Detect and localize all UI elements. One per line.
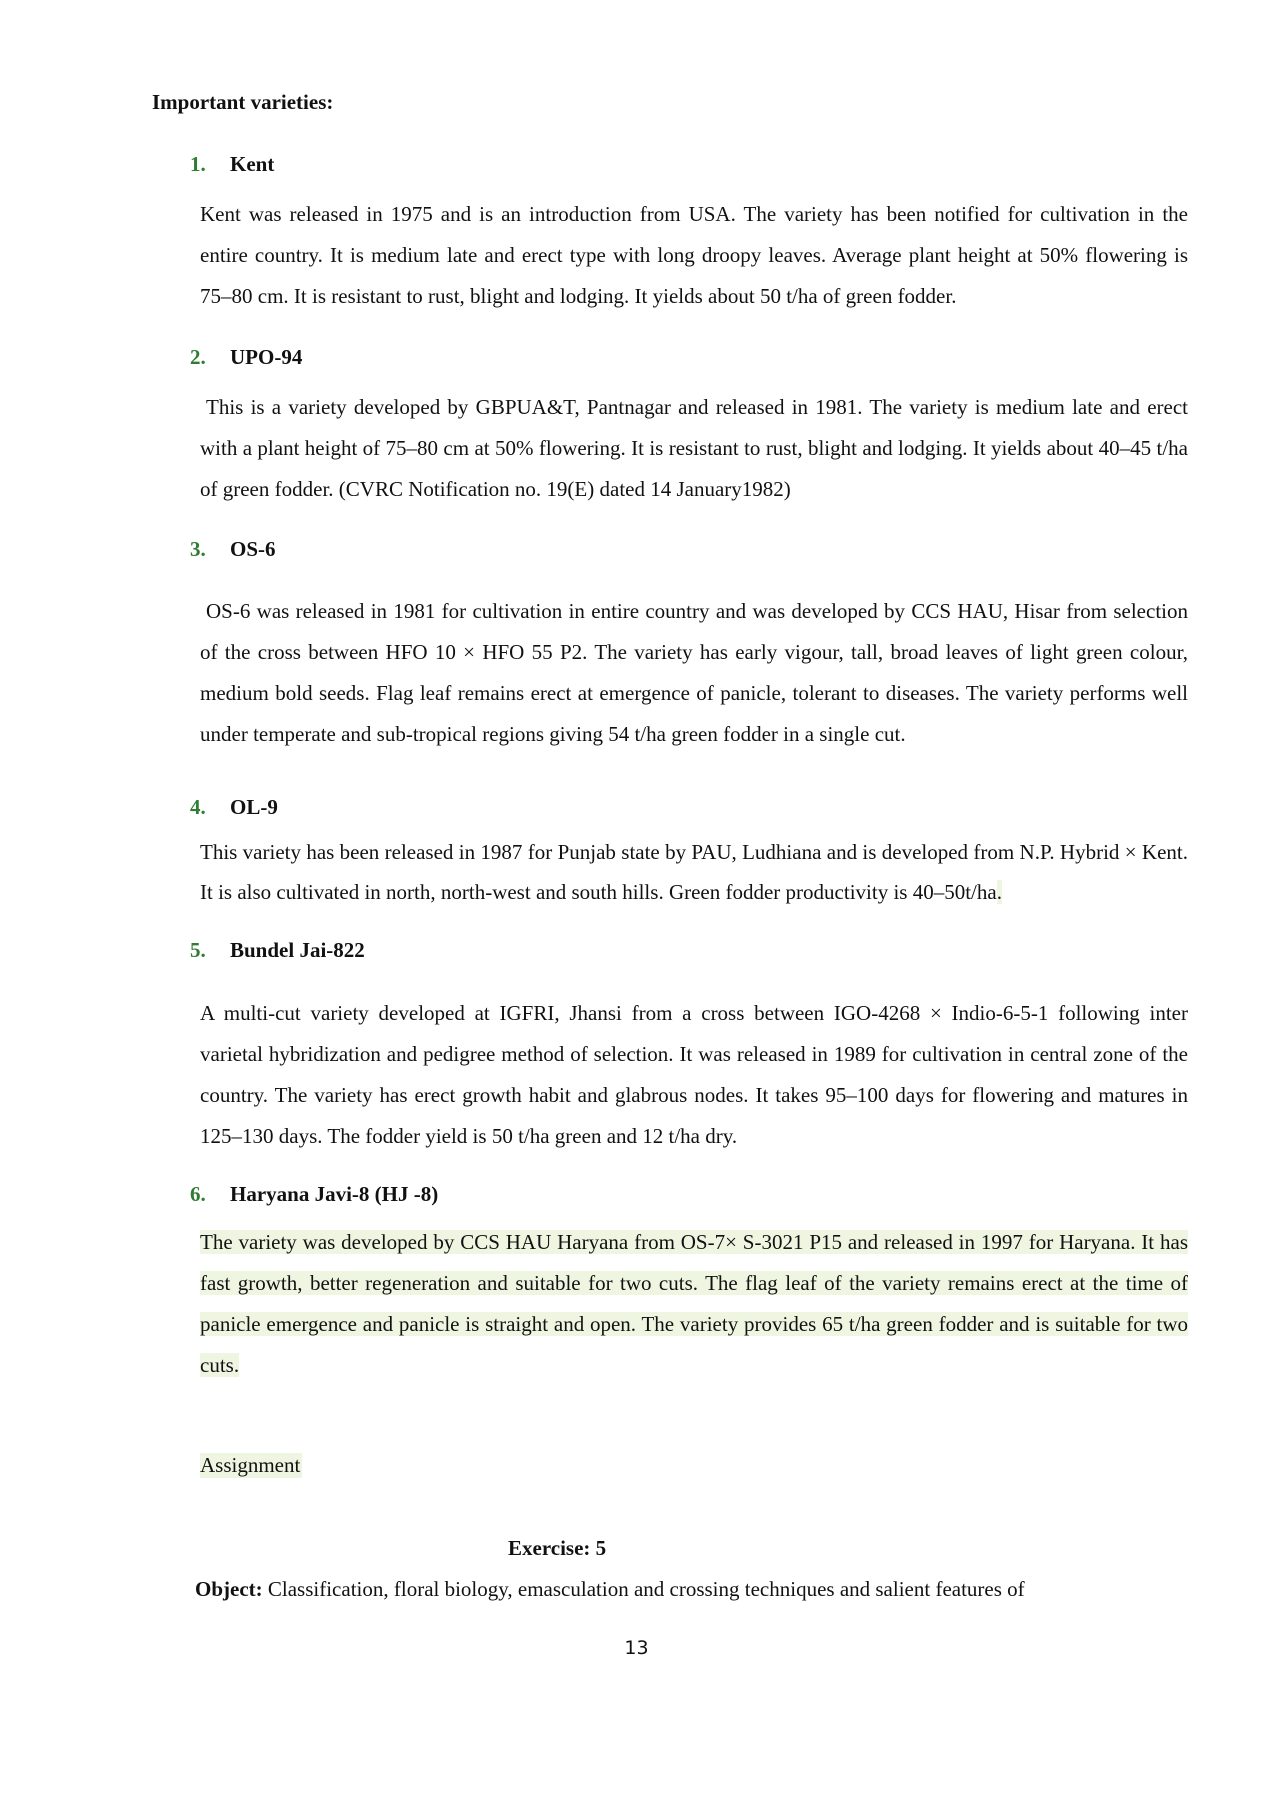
variety-number: 4. — [190, 795, 206, 819]
variety-number: 6. — [190, 1182, 206, 1206]
variety-number: 1. — [190, 152, 206, 176]
variety-description-bundel-jai-822: A multi-cut variety developed at IGFRI, Jhansi from a cross between IGO-4268 × Indio-6-5-1 following inter varietal hybridization and pedigree method of selection. It was released in 1989 for cultivation in central zone of the country. The variety has erect growth habit and glabrous nodes. It takes 95–100 days for flowering and matures in 125–130 days. The fodder yield is 50 t/ha green and 12 t/ha dry. — [200, 1001, 1188, 1148]
variety-name: Bundel Jai-822 — [230, 938, 365, 962]
variety-name: OL-9 — [230, 795, 278, 819]
page-number: 13 — [624, 1637, 649, 1659]
variety-name: Kent — [230, 152, 275, 176]
variety-name: Haryana Javi-8 (HJ -8) — [230, 1182, 439, 1206]
variety-title-os-6 — [190, 537, 276, 562]
variety-description-ol-9 — [200, 832, 1188, 912]
variety-description-haryana-javi-8 — [200, 1222, 1188, 1386]
variety-number: 2. — [190, 345, 206, 369]
variety-name: UPO-94 — [230, 345, 303, 369]
variety-title-bundel-jai-822 — [190, 938, 365, 963]
highlighted-text: The variety was developed by CCS HAU Haryana from OS-7× S-3021 P15 and released in 1997 for Haryana. It has fast growth, better regeneration and suitable for two cuts. The flag leaf of the variety remains erect at the time of panicle emergence and panicle is straight and open. The variety provides 65 t/ha green fodder and is suitable for two cuts. — [200, 1230, 1188, 1377]
variety-title-upo-94 — [190, 345, 302, 370]
object-text: Classification, floral biology, emasculation and crossing techniques and salient features of — [262, 1577, 1025, 1601]
variety-title-ol-9 — [190, 795, 278, 820]
variety-title-kent — [190, 152, 274, 177]
variety-number: 3. — [190, 537, 206, 561]
variety-description-upo-94: This is a variety developed by GBPUA&T, Pantnagar and released in 1981. The variety is medium late and erect with a plant height of 75–80 cm at 50% flowering. It is resistant to rust, blight and lodging. It yields about 40–45 t/ha of green fodder. (CVRC Notification no. 19(E) dated 14 January1982) — [200, 395, 1188, 501]
highlighted-text: . — [996, 880, 1002, 904]
object-label: Object: — [195, 1577, 263, 1601]
variety-description-kent: Kent was released in 1975 and is an introduction from USA. The variety has been notified for cultivation in the entire country. It is medium late and erect type with long droopy leaves. Average plant height at 50% flowering is 75–80 cm. It is resistant to rust, blight and lodging. It yields about 50 t/ha of green fodder. — [200, 202, 1188, 308]
variety-description-text: This variety has been released in 1987 for Punjab state by PAU, Ludhiana and is developed from N.P. Hybrid × Kent. It is also cultivated in north, north-west and south hills. Green fodder productivity is 40–50t/ha — [200, 840, 1188, 904]
variety-name: OS-6 — [230, 537, 276, 561]
section-heading: Important varieties: — [152, 90, 334, 114]
variety-number: 5. — [190, 938, 206, 962]
object-line — [195, 1577, 1195, 1602]
variety-description-os-6: OS-6 was released in 1981 for cultivation in entire country and was developed by CCS HAU, Hisar from selection of the cross between HFO 10 × HFO 55 P2. The variety has early vigour, tall, broad leaves of light green colour, medium bold seeds. Flag leaf remains erect at emergence of panicle, tolerant to diseases. The variety performs well under temperate and sub-tropical regions giving 54 t/ha green fodder in a single cut. — [200, 599, 1188, 746]
assignment-label: Assignment — [200, 1453, 301, 1477]
variety-title-haryana-javi-8 — [190, 1182, 438, 1207]
exercise-title: Exercise: 5 — [508, 1536, 607, 1560]
